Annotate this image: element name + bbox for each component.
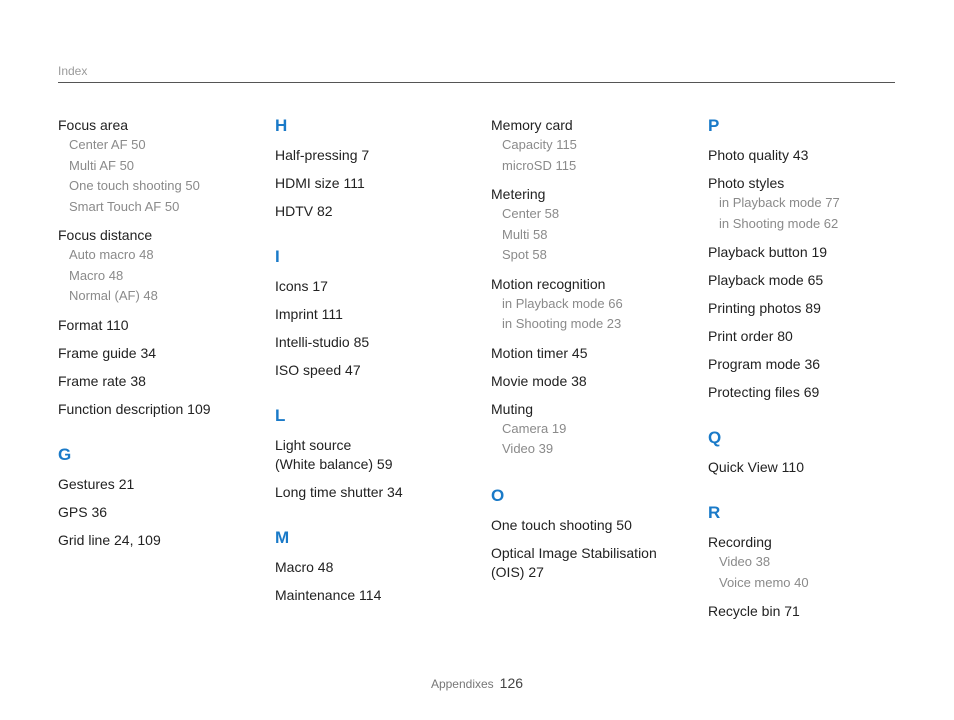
index-entry <box>58 372 263 391</box>
index-entry <box>708 355 913 374</box>
page-header <box>58 62 895 83</box>
index-term: Half-pressing 7 <box>275 147 370 163</box>
index-subentry: Center 58 <box>502 206 560 221</box>
index-entry <box>275 586 480 605</box>
index-term: Macro 48 <box>275 559 334 575</box>
index-entry <box>275 202 480 221</box>
index-term: Frame rate 38 <box>58 372 146 389</box>
header-title: Index <box>58 64 88 78</box>
index-term: HDMI size 111 <box>275 175 365 191</box>
index-entry <box>708 174 913 234</box>
index-entry <box>58 116 263 217</box>
index-term: Focus area <box>58 117 129 133</box>
index-column-3 <box>491 116 696 591</box>
index-term: Playback button 19 <box>708 244 828 260</box>
index-term-continued: (OIS) 27 <box>491 563 544 580</box>
index-entry <box>708 602 913 621</box>
page-number: 126 <box>499 675 524 691</box>
index-subentry: Normal (AF) 48 <box>69 288 158 303</box>
index-term: Print order 80 <box>708 328 793 344</box>
index-entry <box>275 333 480 352</box>
index-entry <box>58 475 263 494</box>
index-entry <box>491 516 696 535</box>
index-term: HDTV 82 <box>275 203 333 219</box>
index-entry <box>58 344 263 363</box>
index-subentry: in Playback mode 77 <box>719 195 840 210</box>
index-subentry: Center AF 50 <box>69 137 146 152</box>
index-entry <box>275 361 480 380</box>
index-term: Motion timer 45 <box>491 344 588 361</box>
index-subentry: Video 38 <box>719 554 771 569</box>
index-term: Long time shutter 34 <box>275 484 403 500</box>
index-entry <box>491 544 696 582</box>
index-term: One touch shooting 50 <box>491 516 632 533</box>
index-term: Frame guide 34 <box>58 344 157 361</box>
index-subentry: Camera 19 <box>502 420 567 436</box>
index-term: Format 110 <box>58 316 129 333</box>
index-column-1 <box>58 116 263 559</box>
index-entry <box>58 400 263 419</box>
index-term: Optical Image Stabilisation <box>491 544 657 561</box>
index-entry <box>275 174 480 193</box>
index-entry <box>491 116 696 176</box>
index-entry <box>708 299 913 318</box>
index-entry <box>491 275 696 335</box>
index-term: Movie mode 38 <box>491 372 587 389</box>
index-subentry: Smart Touch AF 50 <box>69 198 180 214</box>
index-subentry: Multi AF 50 <box>69 157 135 173</box>
index-column-4 <box>708 116 913 630</box>
index-term: Maintenance 114 <box>275 587 382 603</box>
index-subentry: in Shooting mode 23 <box>502 316 622 331</box>
index-entry <box>708 243 913 262</box>
index-entry <box>58 226 263 307</box>
index-entry <box>58 503 263 522</box>
index-term: Intelli-studio 85 <box>275 334 370 350</box>
index-entry <box>708 458 913 477</box>
index-entry <box>708 383 913 402</box>
index-entry <box>491 344 696 363</box>
footer-section-label: Appendixes <box>430 677 494 691</box>
index-subentry: Video 39 <box>502 441 554 456</box>
index-term: ISO speed 47 <box>275 362 361 378</box>
index-term: Recording <box>708 534 772 550</box>
index-term: Imprint 111 <box>275 306 343 322</box>
index-entry <box>275 436 480 474</box>
index-entry <box>708 271 913 290</box>
index-entry <box>491 400 696 460</box>
index-subentry: in Shooting mode 62 <box>719 215 839 231</box>
index-column-2 <box>275 116 480 614</box>
index-term: Memory card <box>491 117 573 133</box>
index-entry <box>708 146 913 165</box>
index-entry <box>491 372 696 391</box>
index-term: Protecting files 69 <box>708 384 820 400</box>
index-term: Function description 109 <box>58 400 211 417</box>
index-entry <box>275 146 480 165</box>
index-letter-heading: L <box>275 406 286 425</box>
index-term: Program mode 36 <box>708 356 821 372</box>
index-entry <box>58 316 263 335</box>
index-term: Motion recognition <box>491 275 606 292</box>
index-term: Quick View 110 <box>708 459 804 475</box>
index-letter-heading: G <box>58 444 72 464</box>
index-subentry: Multi 58 <box>502 226 548 242</box>
index-subentry: Spot 58 <box>502 247 547 262</box>
index-subentry: One touch shooting 50 <box>69 178 200 193</box>
index-entry <box>275 483 480 502</box>
index-letter-heading: M <box>275 528 290 547</box>
page-footer <box>0 675 954 693</box>
index-entry <box>491 185 696 266</box>
index-letter-heading: I <box>275 247 280 266</box>
index-term: Printing photos 89 <box>708 300 821 316</box>
index-subentry: Voice memo 40 <box>719 574 809 590</box>
index-entry <box>275 558 480 577</box>
index-subentry: Capacity 115 <box>502 137 577 152</box>
index-letter-heading: O <box>491 485 505 505</box>
index-entry <box>275 277 480 296</box>
index-letter-heading: R <box>708 503 721 522</box>
index-term: Light source <box>275 437 352 453</box>
index-term: GPS 36 <box>58 503 108 520</box>
index-term-continued: (White balance) 59 <box>275 456 393 472</box>
index-term: Grid line 24, 109 <box>58 531 161 548</box>
index-term: Recycle bin 71 <box>708 603 800 619</box>
index-subentry: in Playback mode 66 <box>502 295 623 311</box>
index-letter-heading: P <box>708 116 720 135</box>
index-entry <box>275 305 480 324</box>
index-subentry: Auto macro 48 <box>69 247 154 262</box>
index-term: Playback mode 65 <box>708 272 824 288</box>
index-term: Photo styles <box>708 175 785 191</box>
index-letter-heading: Q <box>708 428 722 447</box>
index-term: Muting <box>491 400 534 417</box>
index-term: Focus distance <box>58 227 153 243</box>
index-term: Metering <box>491 186 546 202</box>
index-letter-heading: H <box>275 116 288 135</box>
index-term: Icons 17 <box>275 278 328 294</box>
index-entry <box>708 327 913 346</box>
index-term: Photo quality 43 <box>708 147 809 163</box>
index-entry <box>58 531 263 550</box>
index-entry <box>708 533 913 593</box>
index-subentry: microSD 115 <box>502 157 577 173</box>
index-subentry: Macro 48 <box>69 267 124 283</box>
index-term: Gestures 21 <box>58 475 135 492</box>
